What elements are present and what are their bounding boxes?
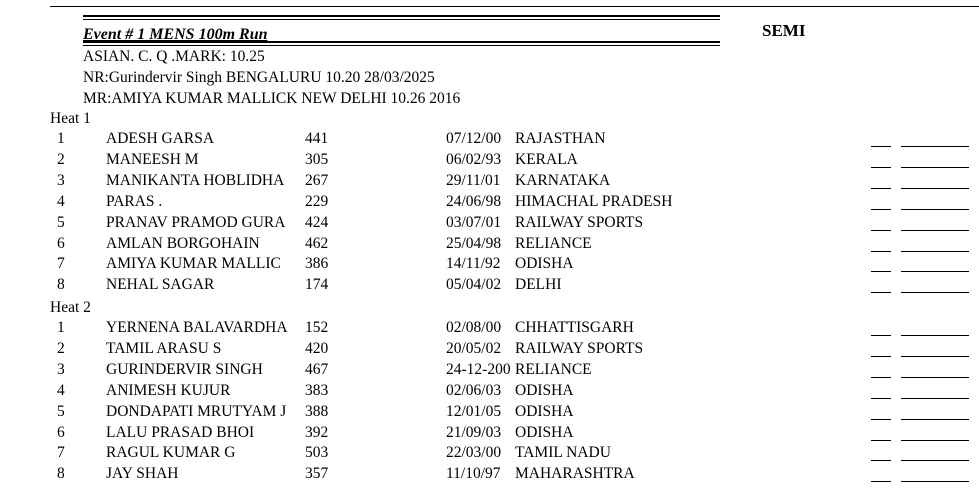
date-of-birth: 03/07/01	[446, 213, 502, 231]
bib-number: 441	[305, 130, 329, 147]
lane-number: 4	[57, 192, 65, 210]
result-blank-long	[901, 271, 969, 272]
meet-record: MR:AMIYA KUMAR MALLICK NEW DELHI 10.26 2016	[83, 90, 461, 107]
bib-number: 503	[305, 444, 329, 462]
bib-number: 420	[305, 339, 329, 357]
team-name: TAMIL NADU	[515, 444, 611, 462]
athlete-name: YERNENA BALAVARDHA	[106, 319, 288, 336]
lane-number: 2	[57, 339, 65, 357]
bib-number: 267	[305, 171, 329, 189]
national-record: NR:Gurindervir Singh BENGALURU 10.20 28/03/2025	[83, 69, 435, 86]
team-name: RAILWAY SPORTS	[515, 213, 644, 231]
team-name: RAJASTHAN	[515, 130, 606, 147]
result-blank-long	[901, 356, 969, 357]
athlete-name: DONDAPATI MRUTYAM J	[106, 402, 287, 420]
result-blank-short	[871, 271, 891, 272]
lane-number: 4	[57, 381, 65, 399]
team-name: KARNATAKA	[515, 171, 611, 189]
team-name: ODISHA	[515, 402, 574, 420]
result-blank-short	[871, 440, 891, 441]
bib-number: 388	[305, 402, 329, 420]
team-name: MAHARASHTRA	[515, 465, 635, 483]
date-of-birth: 06/02/93	[446, 150, 502, 168]
bib-number: 357	[305, 465, 329, 483]
lane-number: 8	[57, 276, 65, 294]
result-blank-short	[871, 377, 891, 378]
team-name: ODISHA	[515, 255, 574, 273]
result-blank-short	[871, 292, 891, 293]
bib-number: 462	[305, 234, 329, 252]
athlete-name: ADESH GARSA	[106, 130, 215, 147]
result-blank-short	[871, 481, 891, 482]
athlete-name: PRANAV PRAMOD GURA	[106, 213, 286, 231]
qualifying-mark: ASIAN. C. Q .MARK: 10.25	[83, 48, 265, 65]
round-label: SEMI	[762, 21, 806, 40]
team-name: RELIANCE	[515, 234, 592, 252]
top-rule	[50, 6, 979, 7]
lane-number: 2	[57, 150, 65, 168]
team-name: CHHATTISGARH	[515, 319, 634, 336]
team-name: ODISHA	[515, 381, 574, 399]
lane-number: 1	[57, 319, 65, 336]
result-blank-long	[901, 335, 969, 336]
athlete-name: TAMIL ARASU S	[106, 339, 222, 357]
lane-number: 5	[57, 213, 65, 231]
result-blank-long	[901, 440, 969, 441]
result-blank-long	[901, 146, 969, 147]
team-name: DELHI	[515, 276, 562, 294]
team-name: HIMACHAL PRADESH	[515, 192, 673, 210]
result-blank-short	[871, 335, 891, 336]
bib-number: 152	[305, 319, 329, 336]
athlete-name: ANIMESH KUJUR	[106, 381, 231, 399]
bib-number: 424	[305, 213, 329, 231]
bib-number: 174	[305, 276, 329, 294]
team-name: KERALA	[515, 150, 578, 168]
result-blank-long	[901, 167, 969, 168]
date-of-birth: 02/06/03	[446, 381, 502, 399]
lane-number: 6	[57, 234, 65, 252]
lane-number: 5	[57, 402, 65, 420]
date-of-birth: 22/03/00	[446, 444, 502, 462]
athlete-name: MANEESH M	[106, 150, 199, 168]
result-blank-short	[871, 460, 891, 461]
result-blank-long	[901, 398, 969, 399]
bib-number: 392	[305, 423, 329, 441]
result-blank-long	[901, 460, 969, 461]
athlete-name: LALU PRASAD BHOI	[106, 423, 255, 441]
athlete-name: RAGUL KUMAR G	[106, 444, 236, 462]
heat-label: Heat 1	[50, 110, 91, 127]
header-rule-top-1	[83, 15, 720, 17]
date-of-birth: 02/08/00	[446, 319, 502, 336]
result-blank-short	[871, 188, 891, 189]
team-name: ODISHA	[515, 423, 574, 441]
athlete-name: PARAS .	[106, 192, 163, 210]
athlete-name: MANIKANTA HOBLIDHA	[106, 171, 285, 189]
result-blank-long	[901, 481, 969, 482]
date-of-birth: 12/01/05	[446, 402, 502, 420]
result-blank-long	[901, 251, 969, 252]
bib-number: 386	[305, 255, 329, 273]
result-blank-short	[871, 419, 891, 420]
heat-label: Heat 2	[50, 299, 91, 316]
date-of-birth: 24-12-200	[446, 360, 511, 378]
lane-number: 6	[57, 423, 65, 441]
lane-number: 7	[57, 444, 65, 462]
date-of-birth: 29/11/01	[446, 171, 501, 189]
result-blank-short	[871, 167, 891, 168]
date-of-birth: 24/06/98	[446, 192, 502, 210]
result-blank-long	[901, 188, 969, 189]
lane-number: 8	[57, 465, 65, 483]
athlete-name: NEHAL SAGAR	[106, 276, 215, 294]
date-of-birth: 07/12/00	[446, 130, 502, 147]
result-blank-long	[901, 377, 969, 378]
team-name: RELIANCE	[515, 360, 592, 378]
athlete-name: AMLAN BORGOHAIN	[106, 234, 260, 252]
result-blank-short	[871, 209, 891, 210]
athlete-name: GURINDERVIR SINGH	[106, 360, 263, 378]
date-of-birth: 14/11/92	[446, 255, 501, 273]
result-blank-short	[871, 230, 891, 231]
athlete-name: AMIYA KUMAR MALLIC	[106, 255, 281, 273]
bib-number: 467	[305, 360, 329, 378]
result-blank-short	[871, 251, 891, 252]
lane-number: 1	[57, 130, 65, 147]
bib-number: 229	[305, 192, 329, 210]
result-blank-long	[901, 419, 969, 420]
result-blank-long	[901, 292, 969, 293]
header-rule-bottom-2	[83, 45, 720, 46]
bib-number: 383	[305, 381, 329, 399]
date-of-birth: 05/04/02	[446, 276, 502, 294]
event-title: Event # 1 MENS 100m Run	[83, 26, 268, 43]
date-of-birth: 25/04/98	[446, 234, 502, 252]
date-of-birth: 11/10/97	[446, 465, 501, 483]
lane-number: 7	[57, 255, 65, 273]
result-blank-short	[871, 146, 891, 147]
result-blank-short	[871, 356, 891, 357]
team-name: RAILWAY SPORTS	[515, 339, 644, 357]
date-of-birth: 21/09/03	[446, 423, 502, 441]
header-rule-top-2	[83, 19, 720, 20]
bib-number: 305	[305, 150, 329, 168]
lane-number: 3	[57, 360, 65, 378]
result-blank-long	[901, 230, 969, 231]
result-blank-short	[871, 398, 891, 399]
date-of-birth: 20/05/02	[446, 339, 502, 357]
lane-number: 3	[57, 171, 65, 189]
athlete-name: JAY SHAH	[106, 465, 179, 483]
result-blank-long	[901, 209, 969, 210]
